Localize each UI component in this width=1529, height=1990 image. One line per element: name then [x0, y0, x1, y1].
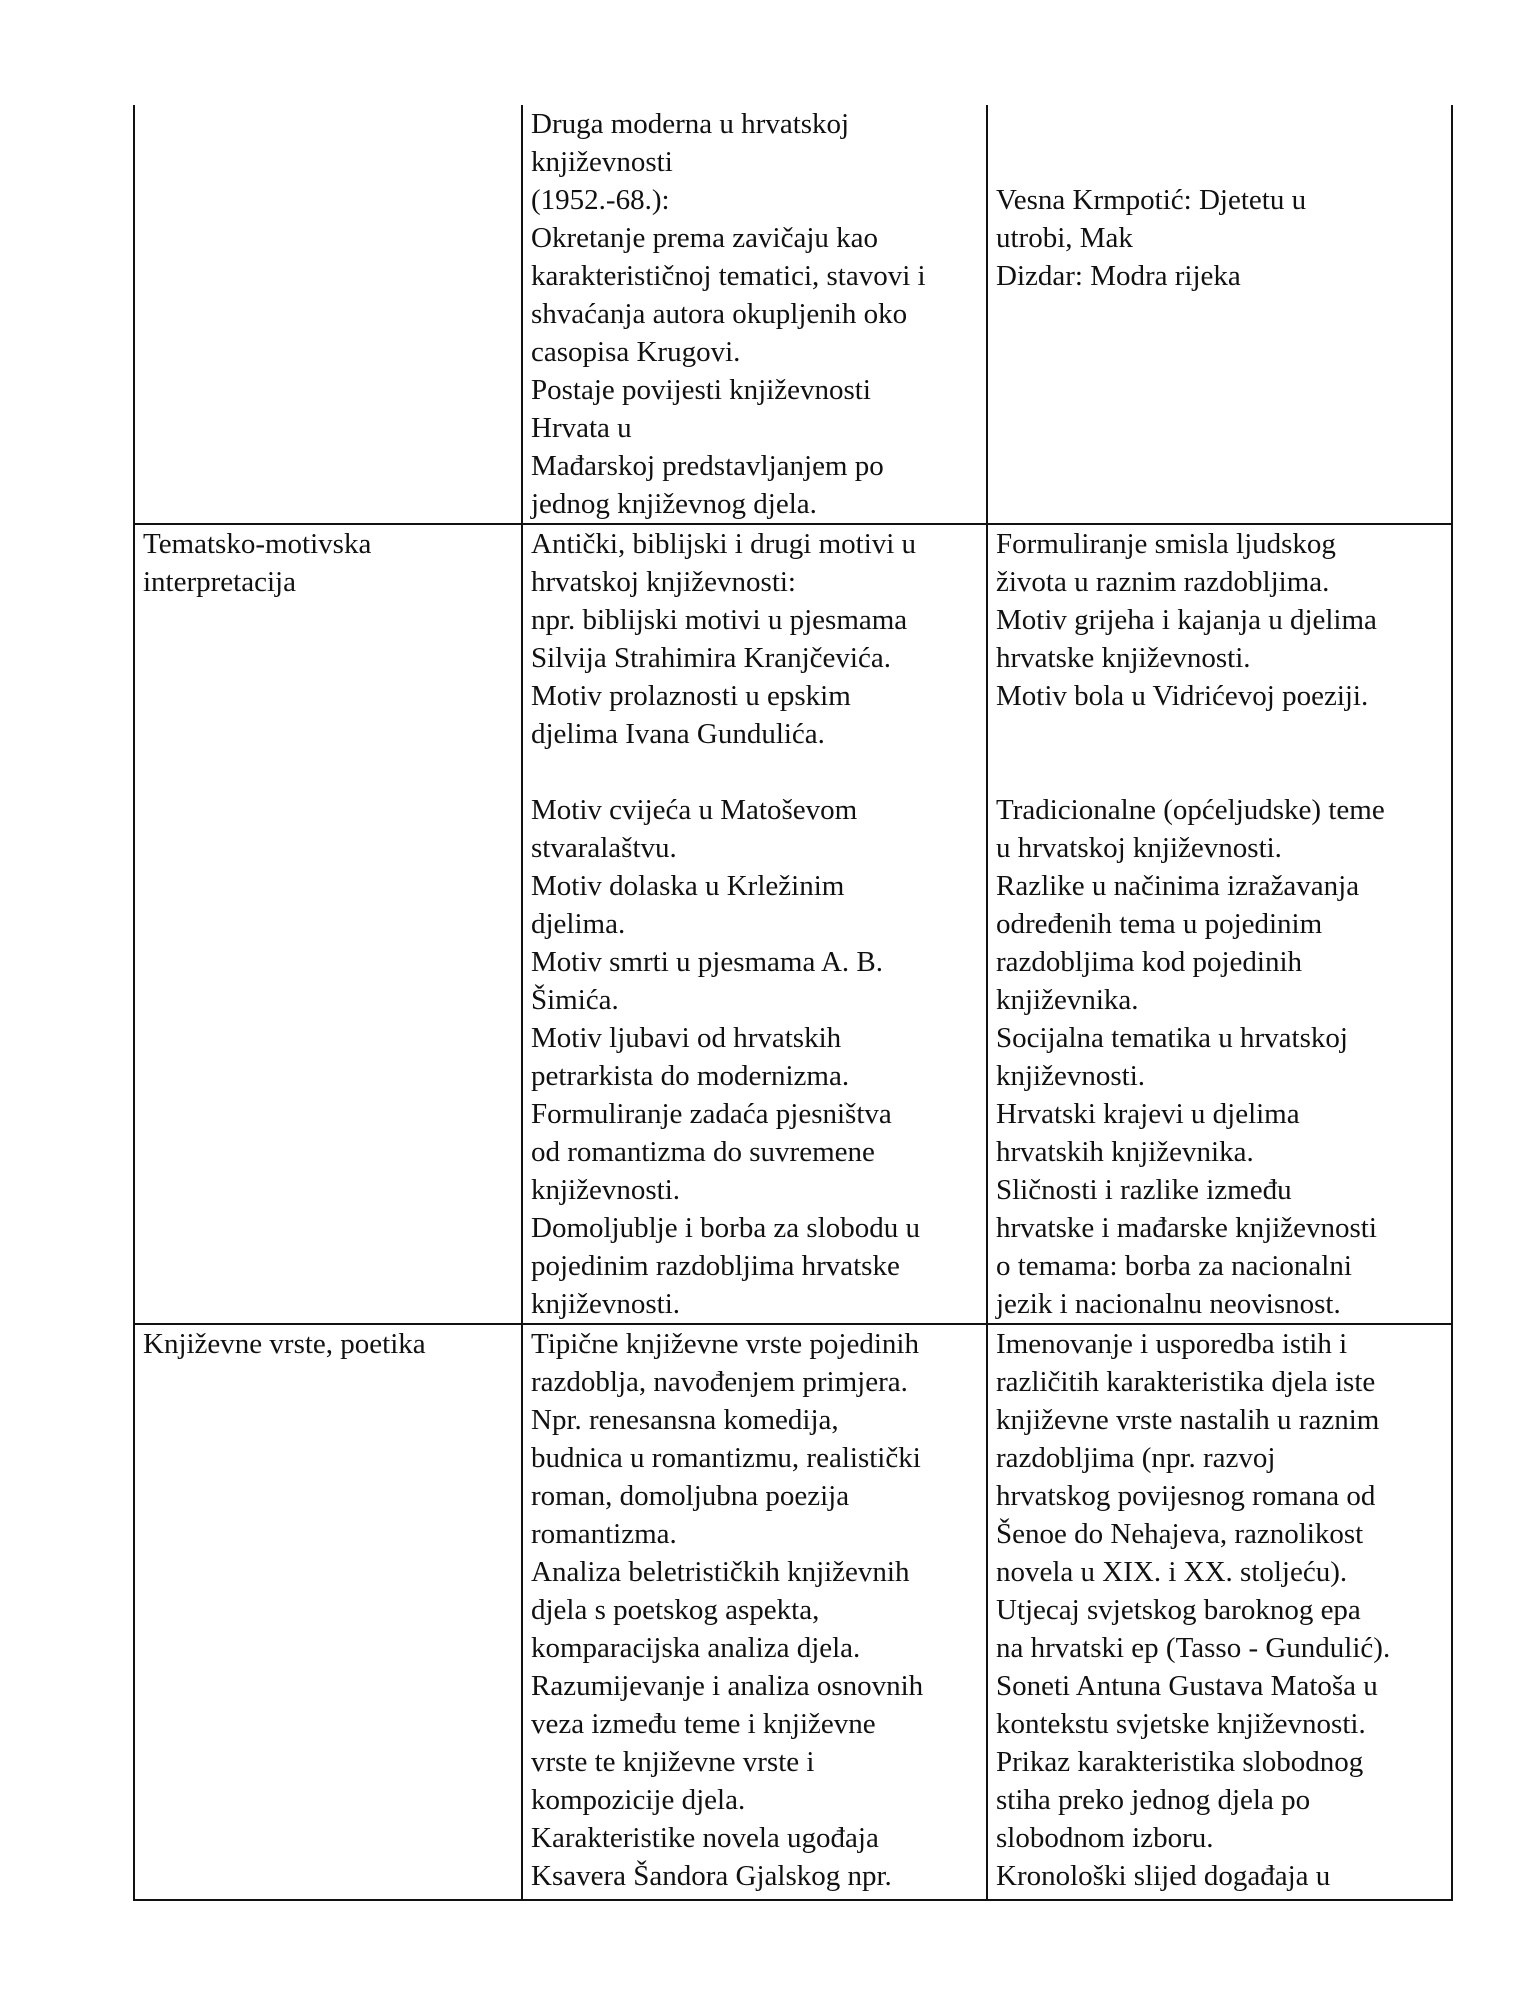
- table-row: [134, 524, 1452, 1324]
- content-cell: Antički, biblijski i drugi motivi u hrvatskoj književnosti: npr. biblijski motivi u pjesmama Silvija Strahimira Kranjčevića. Motiv prolaznosti u epskim djelima Ivana Gundulića. Motiv cvijeća u Matoševom stvaralaštvu. Motiv dolaska u Krležinim djelima. Motiv smrti u pjesmama A. B. Šimića. Motiv ljubavi od hrvatskih petrarkista do modernizma. Formuliranje zadaća pjesništva od romantizma do suvremene književnosti. Domoljublje i borba za slobodu u pojedinim razdobljima hrvatske književnosti.: [522, 524, 987, 1324]
- curriculum-table: [133, 105, 1453, 1901]
- topic-cell: Tematsko-motivska interpretacija: [134, 524, 522, 1324]
- examples-cell: [987, 105, 1452, 524]
- content-cell: Tipične književne vrste pojedinih razdoblja, navođenjem primjera. Npr. renesansna komedija, budnica u romantizmu, realistički roman, domoljubna poezija romantizma. Analiza beletrističkih književnih djela s poetskog aspekta, komparacijska analiza djela. Razumijevanje i analiza osnovnih veza između teme i književne vrste te književne vrste i kompozicije djela. Karakteristike novela ugođaja Ksavera Šandora Gjalskog npr.: [522, 1324, 987, 1900]
- examples-cell: Imenovanje i usporedba istih i različitih karakteristika djela iste književne vrste nastalih u raznim razdobljima (npr. razvoj hrvatskog povijesnog romana od Šenoe do Nehajeva, raznolikost novela u XIX. i XX. stoljeću). Utjecaj svjetskog baroknog epa na hrvatski ep (Tasso - Gundulić). Soneti Antuna Gustava Matoša u kontekstu svjetske književnosti. Prikaz karakteristika slobodnog stiha preko jednog djela po slobodnom izboru. Kronološki slijed događaja u: [987, 1324, 1452, 1900]
- table-row: [134, 105, 1452, 524]
- examples-text: Vesna Krmpotić: Djetetu u utrobi, Mak Dizdar: Modra rijeka: [996, 184, 1307, 292]
- table-row: [134, 1324, 1452, 1900]
- content-cell: Druga moderna u hrvatskoj književnosti (1952.-68.): Okretanje prema zavičaju kao karakterističnoj tematici, stavovi i shvaćanja autora okupljenih oko casopisa Krugovi. Postaje povijesti književnosti Hrvata u Mađarskoj predstavljanjem po jednog književnog djela.: [522, 105, 987, 524]
- examples-cell: Formuliranje smisla ljudskog života u raznim razdobljima. Motiv grijeha i kajanja u djelima hrvatske književnosti. Motiv bola u Vidrićevoj poeziji. Tradicionalne (općeljudske) teme u hrvatskoj književnosti. Razlike u načinima izražavanja određenih tema u pojedinim razdobljima kod pojedinih književnika. Socijalna tematika u hrvatskoj književnosti. Hrvatski krajevi u djelima hrvatskih književnika. Sličnosti i razlike između hrvatske i mađarske književnosti o temama: borba za nacionalni jezik i nacionalnu neovisnost.: [987, 524, 1452, 1324]
- topic-cell: Književne vrste, poetika: [134, 1324, 522, 1900]
- topic-cell: [134, 105, 522, 524]
